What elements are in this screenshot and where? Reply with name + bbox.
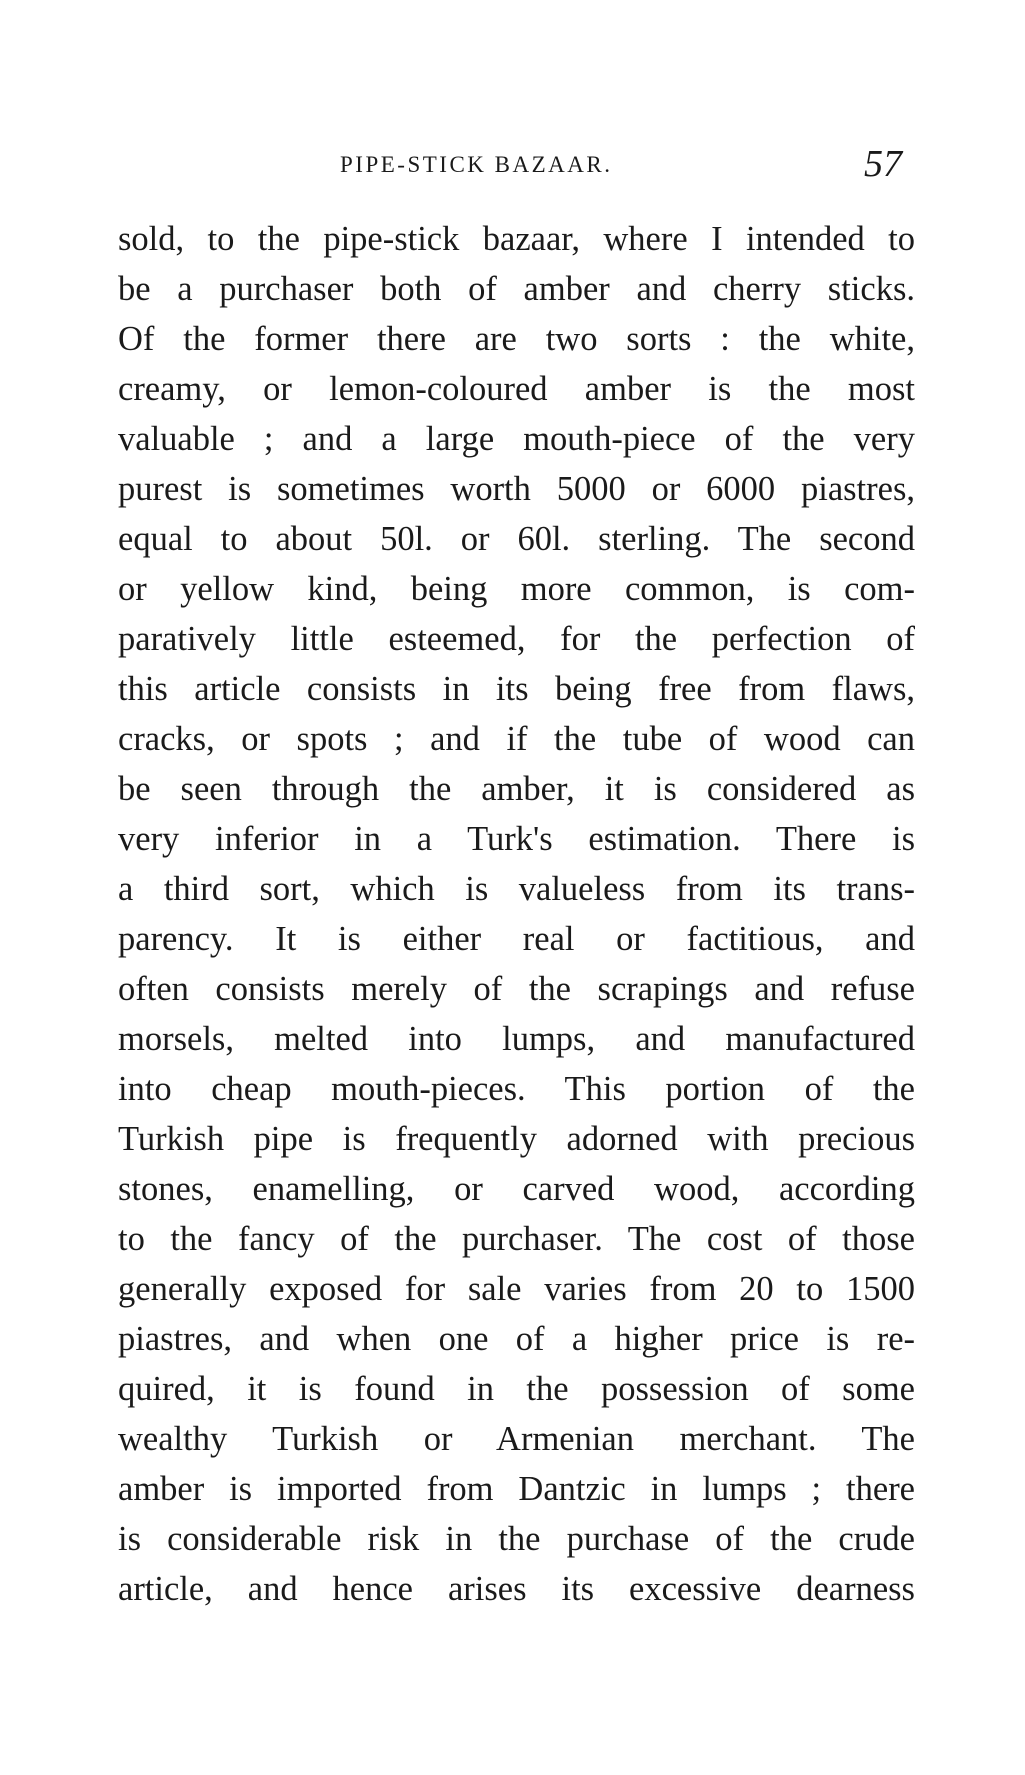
text-line: or yellow kind, being more common, is com- (118, 570, 915, 608)
text-line: Of the former there are two sorts : the white, (118, 320, 915, 358)
text-line: a third sort, which is valueless from its trans- (118, 870, 915, 908)
text-line: often consists merely of the scrapings and refuse (118, 970, 915, 1008)
text-line: this article consists in its being free from flaws, (118, 670, 915, 708)
text-line: into cheap mouth-pieces. This portion of the (118, 1070, 915, 1108)
text-line: parency. It is either real or factitious, and (118, 920, 915, 958)
body-text (118, 214, 915, 1614)
text-line: Turkish pipe is frequently adorned with precious (118, 1120, 915, 1158)
text-line: morsels, melted into lumps, and manufactured (118, 1020, 915, 1058)
text-line: equal to about 50l. or 60l. sterling. The second (118, 520, 915, 558)
running-head (120, 142, 910, 192)
page-number: 57 (864, 143, 902, 185)
running-title: PIPE-STICK BAZAAR. (340, 152, 613, 177)
text-line: sold, to the pipe-stick bazaar, where I intended to (118, 220, 915, 258)
text-line: be a purchaser both of amber and cherry sticks. (118, 270, 915, 308)
text-line: valuable ; and a large mouth-piece of the very (118, 420, 915, 458)
text-line: cracks, or spots ; and if the tube of wood can (118, 720, 915, 758)
text-line: amber is imported from Dantzic in lumps ; there (118, 1470, 915, 1508)
text-line: wealthy Turkish or Armenian merchant. The (118, 1420, 915, 1458)
text-line: creamy, or lemon-coloured amber is the most (118, 370, 915, 408)
text-line: article, and hence arises its excessive dearness (118, 1570, 915, 1608)
text-line: be seen through the amber, it is considered as (118, 770, 915, 808)
text-line: to the fancy of the purchaser. The cost of those (118, 1220, 915, 1258)
text-line: piastres, and when one of a higher price is re- (118, 1320, 915, 1358)
text-line: purest is sometimes worth 5000 or 6000 piastres, (118, 470, 915, 508)
text-line: very inferior in a Turk's estimation. There is (118, 820, 915, 858)
text-line: stones, enamelling, or carved wood, according (118, 1170, 915, 1208)
text-line: quired, it is found in the possession of some (118, 1370, 915, 1408)
text-line: paratively little esteemed, for the perfection of (118, 620, 915, 658)
text-line: is considerable risk in the purchase of the crude (118, 1520, 915, 1558)
text-line: generally exposed for sale varies from 20 to 1500 (118, 1270, 915, 1308)
